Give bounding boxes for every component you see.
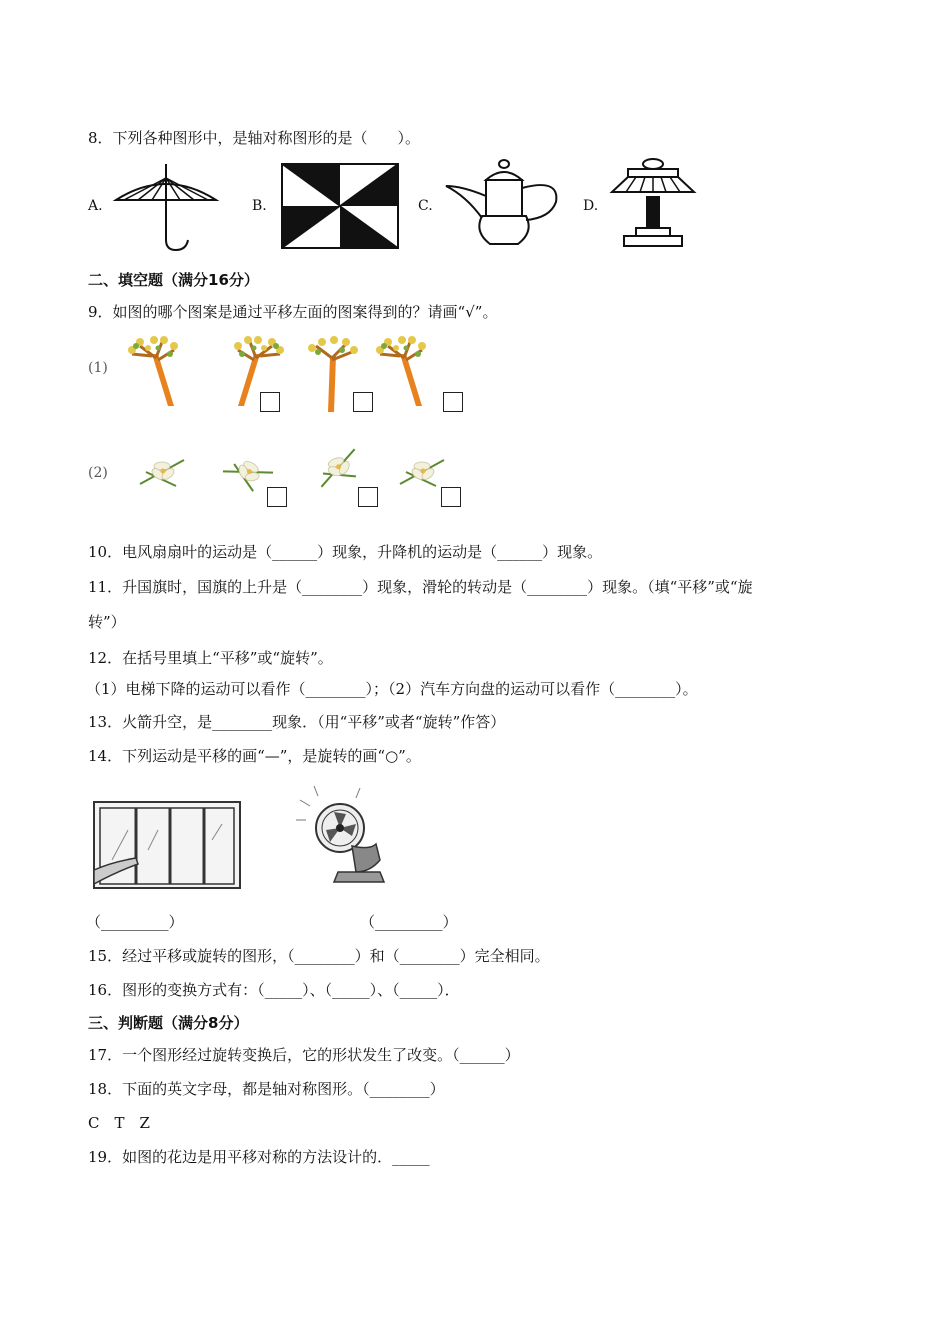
- question-12: 12．在括号里填上“平移”或“旋转”。: [88, 649, 333, 667]
- question-9: 9．如图的哪个图案是通过平移左面的图案得到的？请画“√”。: [88, 303, 498, 321]
- section-2-heading: 二、填空题（满分16分）: [88, 271, 259, 289]
- electric-fan-icon: [290, 780, 390, 886]
- row-2-label: (2): [88, 465, 108, 481]
- answer-box-1a[interactable]: [260, 392, 280, 412]
- row-1-label: (1): [88, 360, 108, 376]
- tree-icon: [122, 334, 184, 408]
- pinwheel-icon: [280, 162, 400, 254]
- umbrella-icon: [110, 160, 222, 252]
- lamp-icon: [608, 156, 698, 252]
- question-15: 15．经过平移或旋转的图形，（________）和（________）完全相同。: [88, 947, 550, 965]
- question-11: 11．升国旗时，国旗的上升是（________）现象，滑轮的转动是（________）现象。（填“平移”或“旋: [88, 578, 753, 596]
- question-18: 18．下面的英文字母，都是轴对称图形。（________）: [88, 1080, 445, 1098]
- question-11-continued: 转”）: [88, 613, 126, 631]
- option-b-label: B.: [252, 198, 267, 214]
- option-c-label: C.: [418, 198, 433, 214]
- question-19: 19．如图的花边是用平移对称的方法设计的．_____: [88, 1148, 430, 1166]
- option-a-label: A.: [88, 198, 103, 214]
- flower-icon: [396, 452, 448, 492]
- answer-box-2a[interactable]: [267, 487, 287, 507]
- question-14: 14．下列运动是平移的画“—”，是旋转的画“○”。: [88, 747, 421, 765]
- letters-ctz: C T Z: [88, 1114, 150, 1132]
- flower-icon: [136, 452, 188, 492]
- flower-icon-rotated: [222, 452, 274, 492]
- question-8: 8．下列各种图形中，是轴对称图形的是（ ）。: [88, 129, 421, 147]
- answer-box-2b[interactable]: [358, 487, 378, 507]
- sliding-window-icon: [92, 800, 242, 890]
- tree-icon: [370, 334, 432, 408]
- answer-box-1c[interactable]: [443, 392, 463, 412]
- q14-blank-window: （_________）: [86, 913, 184, 931]
- question-16: 16．图形的变换方式有：（_____）、（_____）、（_____）．: [88, 981, 460, 999]
- question-17: 17．一个图形经过旋转变换后，它的形状发生了改变。（______）: [88, 1046, 520, 1064]
- q14-blank-fan: （_________）: [360, 913, 458, 931]
- teapot-icon: [442, 156, 562, 252]
- section-3-heading: 三、判断题（满分8分）: [88, 1014, 249, 1032]
- question-13: 13．火箭升空，是________现象．（用“平移”或者“旋转”作答）: [88, 713, 506, 731]
- option-d-label: D.: [583, 198, 599, 214]
- question-10: 10．电风扇扇叶的运动是（______）现象，升降机的运动是（______）现象。: [88, 543, 603, 561]
- flower-icon-rotated: [312, 448, 364, 488]
- answer-box-2c[interactable]: [441, 487, 461, 507]
- tree-icon-mirrored: [228, 334, 290, 408]
- question-12-parts: （1）电梯下降的运动可以看作（________）；（2）汽车方向盘的运动可以看作（________）。: [86, 680, 698, 698]
